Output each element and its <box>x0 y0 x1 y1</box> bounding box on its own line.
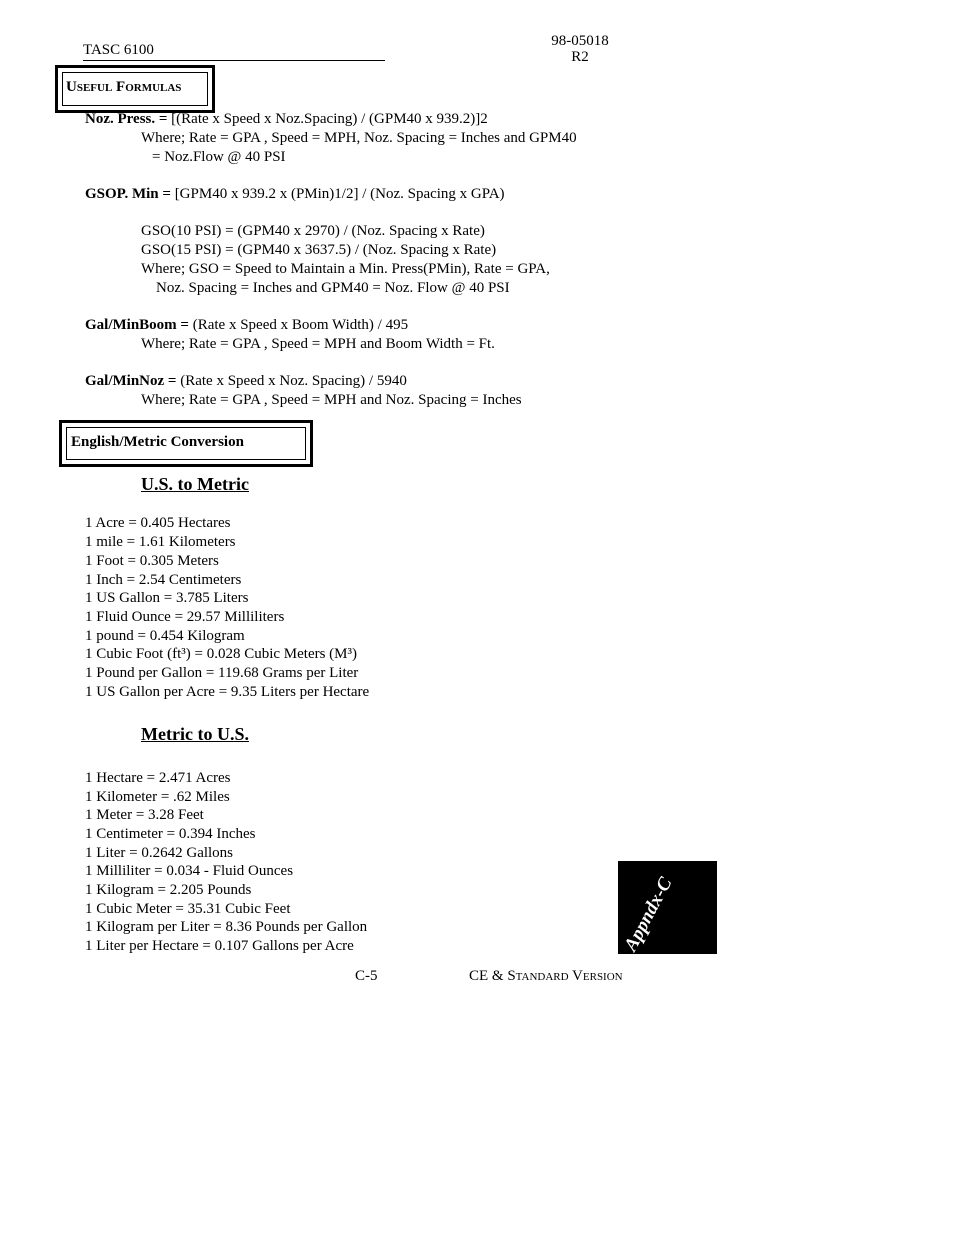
gsop-min-label: GSOP. Min = <box>85 186 171 202</box>
gal-min-boom-where: Where; Rate = GPA , Speed = MPH and Boom Width = Ft. <box>141 336 495 352</box>
noz-press-expression: [(Rate x Speed x Noz.Spacing) / (GPM40 x 939.2)]2 <box>167 111 488 127</box>
gso-where-2: Noz. Spacing = Inches and GPM40 = Noz. Flow @ 40 PSI <box>156 280 510 296</box>
list-item: 1 pound = 0.454 Kilogram <box>85 628 245 644</box>
gal-min-boom-label: Gal/MinBoom = <box>85 317 189 333</box>
gal-min-noz-label: Gal/MinNoz = <box>85 373 177 389</box>
metric-to-us-title: Metric to U.S. <box>141 724 249 744</box>
list-item: 1 Inch = 2.54 Centimeters <box>85 572 242 588</box>
list-item: 1 Milliliter = 0.034 - Fluid Ounces <box>85 863 294 879</box>
page-number: C-5 <box>355 968 378 984</box>
gsop-min-expression: [GPM40 x 939.2 x (PMin)1/2] / (Noz. Spacing x GPA) <box>170 186 505 202</box>
us-to-metric-title: U.S. to Metric <box>141 474 249 494</box>
list-item: 1 Liter per Hectare = 0.107 Gallons per Acre <box>85 938 354 954</box>
list-item: 1 Foot = 0.305 Meters <box>85 553 219 569</box>
document-number: 98-05018 <box>551 33 609 49</box>
gal-min-noz-formula <box>85 372 407 391</box>
list-item: 1 Acre = 0.405 Hectares <box>85 515 231 531</box>
noz-press-label: Noz. Press. = <box>85 111 168 127</box>
noz-press-formula <box>85 110 488 129</box>
gso-where-1: Where; GSO = Speed to Maintain a Min. Press(PMin), Rate = GPA, <box>141 261 550 277</box>
list-item: 1 Centimeter = 0.394 Inches <box>85 826 256 842</box>
list-item: 1 Pound per Gallon = 119.68 Grams per Liter <box>85 665 359 681</box>
list-item: 1 Kilogram = 2.205 Pounds <box>85 882 252 898</box>
document-title: TASC 6100 <box>83 41 385 61</box>
list-item: 1 Cubic Meter = 35.31 Cubic Feet <box>85 901 291 917</box>
conversion-heading-box <box>59 420 313 467</box>
list-item: 1 Fluid Ounce = 29.57 Milliliters <box>85 609 285 625</box>
list-item: 1 Kilometer = .62 Miles <box>85 789 230 805</box>
gal-min-noz-where: Where; Rate = GPA , Speed = MPH and Noz. Spacing = Inches <box>141 392 522 408</box>
list-item: 1 Hectare = 2.471 Acres <box>85 770 231 786</box>
noz-press-where-2: = Noz.Flow @ 40 PSI <box>152 149 286 165</box>
list-item: 1 US Gallon = 3.785 Liters <box>85 590 249 606</box>
gal-min-noz-expression: (Rate x Speed x Noz. Spacing) / 5940 <box>176 373 407 389</box>
list-item: 1 mile = 1.61 Kilometers <box>85 534 236 550</box>
list-item: 1 Liter = 0.2642 Gallons <box>85 845 234 861</box>
gal-min-boom-formula <box>85 316 408 335</box>
list-item: 1 Kilogram per Liter = 8.36 Pounds per Gallon <box>85 919 368 935</box>
noz-press-where-1: Where; Rate = GPA , Speed = MPH, Noz. Spacing = Inches and GPM40 <box>141 130 577 146</box>
appendix-tab-label: Appndx-C <box>620 873 677 955</box>
gsop-min-formula <box>85 185 505 204</box>
appendix-side-tab <box>618 861 717 954</box>
list-item: 1 Meter = 3.28 Feet <box>85 807 204 823</box>
document-number-block <box>540 33 620 65</box>
gso-10-psi-formula: GSO(10 PSI) = (GPM40 x 2970) / (Noz. Spacing x Rate) <box>141 223 485 239</box>
revision-label: R2 <box>571 49 589 65</box>
useful-formulas-heading: Useful Formulas <box>62 72 208 106</box>
useful-formulas-heading-box <box>55 65 215 113</box>
gso-15-psi-formula: GSO(15 PSI) = (GPM40 x 3637.5) / (Noz. Spacing x Rate) <box>141 242 497 258</box>
list-item: 1 Cubic Foot (ft³) = 0.028 Cubic Meters (M³) <box>85 646 358 662</box>
conversion-heading: English/Metric Conversion <box>66 427 306 460</box>
list-item: 1 US Gallon per Acre = 9.35 Liters per Hectare <box>85 684 370 700</box>
gal-min-boom-expression: (Rate x Speed x Boom Width) / 495 <box>188 317 409 333</box>
version-label: CE & Standard Version <box>469 968 623 984</box>
